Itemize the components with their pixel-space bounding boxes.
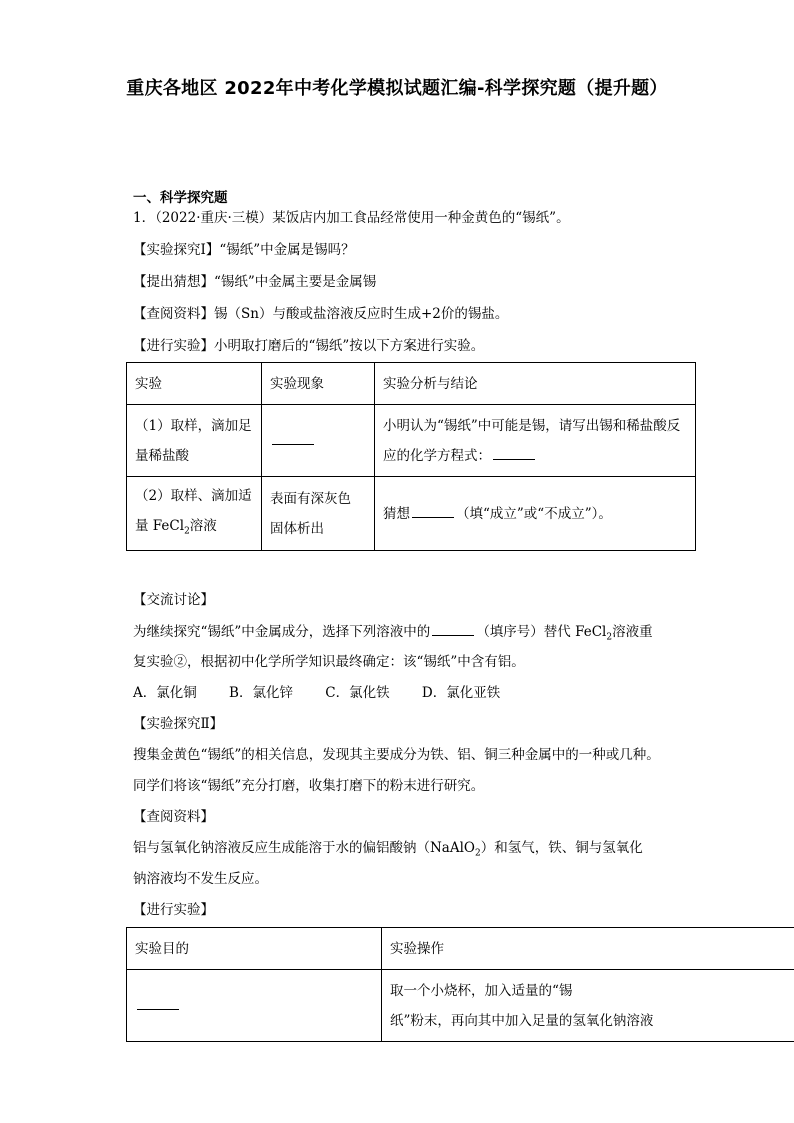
paragraph-3: 铝与氢氧化钠溶液反应生成能溶于水的偏铝酸钠（NaAlO$_2$）和氢气，铁、铜与氢氧化 (133, 840, 643, 859)
paragraph-4: 钠溶液均不发生反应。 (133, 871, 268, 887)
option-d[interactable]: D．氯化亚铁 (421, 685, 501, 701)
hypothesis: 【提出猜想】“锡纸”中金属主要是金属锡 (133, 274, 377, 290)
reference-1: 【查阅资料】锡（Sn）与酸或盐溶液反应时生成+2价的锡盐。 (133, 306, 509, 322)
table-header: 实验目的 (127, 928, 382, 970)
table-row (127, 405, 696, 477)
table-header-row (127, 928, 794, 970)
experiment-table-2 (126, 927, 794, 1042)
answer-blank-cell (127, 970, 382, 1042)
discussion-heading: 【交流讨论】 (133, 592, 214, 608)
table-header-row (127, 363, 696, 405)
answer-blank[interactable] (412, 503, 454, 518)
table-header: 实验现象 (262, 363, 375, 405)
table-cell: （1）取样，滴加足 量稀盐酸 (127, 405, 262, 477)
table-row (127, 970, 794, 1042)
table-row (127, 477, 696, 551)
table-cell: 取一个小烧杯，加入适量的“锡 纸”粉末，再向其中加入足量的氢氧化钠溶液 (382, 970, 794, 1042)
answer-blank[interactable] (137, 995, 179, 1010)
table-cell: 猜想 （填“成立”或“不成立”）。 (375, 477, 696, 551)
table-cell: （2）取样、滴加适 量 FeCl$_2$溶液 (127, 477, 262, 551)
option-c[interactable]: C．氯化铁 (325, 685, 390, 701)
question-intro: 1．（2022·重庆·三模）某饭店内加工食品经常使用一种金黄色的“锡纸”。 (133, 210, 570, 226)
table-cell: 小明认为“锡纸”中可能是锡，请写出锡和稀盐酸反 应的化学方程式： (375, 405, 696, 477)
section-heading: 一、科学探究题 (133, 190, 228, 206)
answer-blank[interactable] (493, 445, 535, 460)
page-title: 重庆各地区 2022年中考化学模拟试题汇编-科学探究题（提升题） (126, 78, 668, 99)
paragraph-2: 同学们将该“锡纸”充分打磨，收集打磨下的粉末进行研究。 (133, 778, 485, 794)
explore-2-heading: 【实验探究Ⅱ】 (133, 716, 224, 732)
options-row (133, 683, 528, 703)
table-header: 实验 (127, 363, 262, 405)
table-header: 实验操作 (382, 928, 794, 970)
experiment-2-heading: 【进行实验】 (133, 902, 214, 918)
answer-blank[interactable] (432, 621, 474, 636)
discussion-line-1: 为继续探究“锡纸”中金属成分，选择下列溶液中的 （填序号）替代 FeCl$_2$溶液重 (133, 621, 653, 648)
option-b[interactable]: B．氯化锌 (229, 685, 293, 701)
answer-blank[interactable] (272, 430, 314, 445)
answer-blank-cell (262, 405, 375, 477)
table-cell: 表面有深灰色 固体析出 (262, 477, 375, 551)
option-a[interactable]: A．氯化铜 (133, 685, 197, 701)
discussion-line-2: 复实验②，根据初中化学所学知识最终确定：该“锡纸”中含有铝。 (133, 654, 525, 670)
experiment-table-1 (126, 362, 696, 551)
experiment-1-intro: 【进行实验】小明取打磨后的“锡纸”按以下方案进行实验。 (133, 338, 485, 354)
reference-2-heading: 【查阅资料】 (133, 809, 214, 825)
table-header: 实验分析与结论 (375, 363, 696, 405)
explore-1-heading: 【实验探究Ⅰ】“锡纸”中金属是锡吗？ (133, 242, 355, 258)
paragraph-1: 搜集金黄色“锡纸”的相关信息，发现其主要成分为铁、铝、铜三种金属中的一种或几种。 (133, 747, 660, 763)
